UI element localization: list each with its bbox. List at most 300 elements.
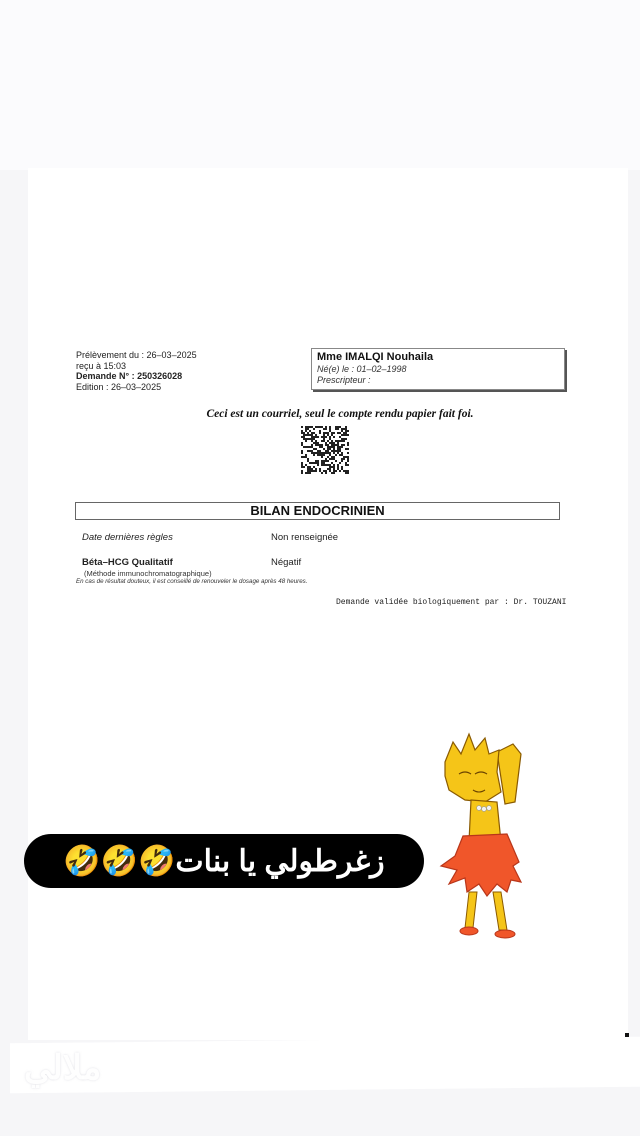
qr-module — [341, 454, 343, 456]
qr-module — [327, 446, 329, 448]
qr-module — [323, 452, 325, 454]
qr-module — [341, 446, 343, 448]
qr-module — [309, 466, 311, 468]
qr-module — [329, 470, 331, 472]
qr-module — [301, 464, 303, 466]
qr-module — [311, 438, 313, 440]
qr-module — [325, 428, 327, 430]
qr-module — [323, 464, 325, 466]
qr-module — [301, 472, 303, 474]
qr-module — [329, 464, 331, 466]
qr-module — [329, 454, 331, 456]
email-disclaimer: Ceci est un courriel, seul le compte rendu papier fait foi. — [206, 408, 474, 420]
qr-module — [309, 434, 311, 436]
qr-module — [321, 446, 323, 448]
qr-module — [347, 472, 349, 474]
qr-module — [331, 432, 333, 434]
qr-module — [309, 446, 311, 448]
qr-module — [311, 444, 313, 446]
qr-module — [319, 454, 321, 456]
qr-module — [321, 426, 323, 428]
qr-module — [341, 468, 343, 470]
qr-module — [317, 450, 319, 452]
qr-module — [341, 438, 343, 440]
qr-module — [335, 470, 337, 472]
qr-module — [317, 426, 319, 428]
qr-module — [327, 440, 329, 442]
qr-module — [327, 448, 329, 450]
qr-module — [301, 466, 303, 468]
qr-module — [331, 462, 333, 464]
qr-module — [305, 472, 307, 474]
document-page-bottom — [10, 1037, 640, 1094]
qr-module — [301, 450, 303, 452]
qr-module — [325, 472, 327, 474]
watermark-logo: ملالي — [24, 1049, 102, 1087]
qr-module — [301, 426, 303, 428]
qr-module — [305, 454, 307, 456]
lisa-simpson-sticker — [435, 732, 535, 942]
qr-module — [329, 430, 331, 432]
qr-module — [309, 430, 311, 432]
qr-module — [319, 444, 321, 446]
qr-module — [305, 426, 307, 428]
qr-module — [309, 468, 311, 470]
qr-module — [307, 432, 309, 434]
received-time: reçu à 15:03 — [76, 360, 127, 371]
qr-module — [321, 454, 323, 456]
qr-module — [347, 460, 349, 462]
qr-module — [311, 432, 313, 434]
qr-module — [309, 450, 311, 452]
qr-module — [309, 426, 311, 428]
qr-module — [309, 438, 311, 440]
qr-module — [347, 464, 349, 466]
qr-module — [307, 426, 309, 428]
qr-module — [317, 442, 319, 444]
qr-module — [305, 464, 307, 466]
qr-module — [307, 466, 309, 468]
qr-module — [331, 450, 333, 452]
qr-module — [319, 470, 321, 472]
qr-module — [305, 440, 307, 442]
request-number: Demande N° : 250326028 — [76, 371, 183, 381]
qr-module — [323, 440, 325, 442]
qr-module — [309, 462, 311, 464]
qr-module — [343, 428, 345, 430]
qr-module — [339, 426, 341, 428]
qr-module — [343, 458, 345, 460]
qr-module — [331, 434, 333, 436]
qr-module — [307, 468, 309, 470]
qr-module — [323, 454, 325, 456]
qr-module — [325, 450, 327, 452]
qr-module — [345, 438, 347, 440]
qr-module — [333, 442, 335, 444]
qr-module — [315, 460, 317, 462]
qr-module — [313, 452, 315, 454]
qr-module — [347, 430, 349, 432]
qr-module — [311, 434, 313, 436]
qr-module — [343, 438, 345, 440]
qr-module — [305, 438, 307, 440]
qr-module — [339, 440, 341, 442]
qr-module — [333, 472, 335, 474]
qr-module — [327, 452, 329, 454]
qr-module — [311, 446, 313, 448]
qr-module — [319, 450, 321, 452]
qr-module — [301, 432, 303, 434]
qr-module — [337, 464, 339, 466]
qr-module — [333, 432, 335, 434]
qr-module — [311, 450, 313, 452]
qr-module — [331, 458, 333, 460]
qr-module — [307, 446, 309, 448]
qr-module — [345, 472, 347, 474]
qr-module — [311, 452, 313, 454]
qr-module — [339, 436, 341, 438]
sampling-date: Prélèvement du : 26–03–2025 — [76, 350, 197, 360]
qr-module — [315, 436, 317, 438]
qr-module — [303, 466, 305, 468]
page-corner-mark — [625, 1033, 629, 1037]
patient-birthdate: Né(e) le : 01–02–1998 — [317, 364, 407, 374]
qr-module — [323, 428, 325, 430]
qr-module — [305, 446, 307, 448]
qr-module — [327, 444, 329, 446]
qr-module — [313, 462, 315, 464]
qr-module — [301, 462, 303, 464]
qr-module — [337, 444, 339, 446]
result-label-last-period: Date dernières règles — [82, 532, 173, 543]
qr-module — [347, 452, 349, 454]
qr-module — [345, 428, 347, 430]
qr-module — [321, 472, 323, 474]
qr-module — [321, 444, 323, 446]
qr-module — [333, 468, 335, 470]
qr-module — [321, 456, 323, 458]
qr-module — [315, 468, 317, 470]
qr-module — [307, 470, 309, 472]
qr-module — [307, 458, 309, 460]
qr-module — [323, 432, 325, 434]
qr-module — [339, 454, 341, 456]
qr-module — [337, 426, 339, 428]
qr-module — [335, 454, 337, 456]
qr-module — [345, 462, 347, 464]
qr-module — [331, 466, 333, 468]
qr-module — [325, 436, 327, 438]
qr-module — [343, 444, 345, 446]
qr-module — [331, 446, 333, 448]
qr-module — [305, 428, 307, 430]
qr-module — [347, 448, 349, 450]
qr-module — [303, 436, 305, 438]
qr-module — [335, 460, 337, 462]
qr-module — [335, 440, 337, 442]
qr-module — [343, 440, 345, 442]
qr-module — [325, 470, 327, 472]
qr-module — [337, 468, 339, 470]
qr-module — [345, 430, 347, 432]
qr-module — [333, 450, 335, 452]
qr-module — [333, 464, 335, 466]
qr-module — [323, 434, 325, 436]
qr-module — [335, 428, 337, 430]
qr-module — [311, 470, 313, 472]
qr-module — [331, 444, 333, 446]
qr-module — [341, 460, 343, 462]
validation-signature: Demande validée biologiquement par : Dr. TOUZANI — [336, 598, 567, 607]
qr-module — [303, 434, 305, 436]
qr-module — [341, 444, 343, 446]
qr-module — [333, 444, 335, 446]
qr-module — [315, 470, 317, 472]
qr-module — [321, 452, 323, 454]
qr-module — [333, 470, 335, 472]
qr-module — [309, 470, 311, 472]
qr-module — [331, 440, 333, 442]
qr-module — [317, 452, 319, 454]
qr-module — [327, 432, 329, 434]
qr-module — [327, 434, 329, 436]
qr-module — [341, 434, 343, 436]
qr-module — [343, 434, 345, 436]
qr-module — [327, 464, 329, 466]
qr-module — [345, 434, 347, 436]
qr-module — [329, 448, 331, 450]
qr-module — [329, 458, 331, 460]
qr-module — [319, 430, 321, 432]
qr-module — [327, 468, 329, 470]
qr-module — [315, 448, 317, 450]
qr-module — [333, 446, 335, 448]
qr-module — [301, 456, 303, 458]
qr-module — [329, 428, 331, 430]
qr-module — [325, 442, 327, 444]
qr-module — [347, 470, 349, 472]
qr-module — [325, 444, 327, 446]
qr-module — [315, 442, 317, 444]
section-title: BILAN ENDOCRINIEN — [75, 502, 560, 520]
qr-module — [321, 440, 323, 442]
qr-module — [301, 444, 303, 446]
qr-module — [343, 456, 345, 458]
qr-module — [307, 434, 309, 436]
qr-module — [329, 466, 331, 468]
qr-module — [315, 462, 317, 464]
qr-module — [317, 444, 319, 446]
qr-module — [333, 458, 335, 460]
result-value-bhcg: Négatif — [271, 557, 302, 568]
qr-module — [311, 468, 313, 470]
qr-module — [325, 458, 327, 460]
qr-module — [329, 436, 331, 438]
qr-module — [329, 438, 331, 440]
qr-module — [313, 448, 315, 450]
qr-module — [313, 428, 315, 430]
qr-module — [339, 470, 341, 472]
qr-module — [345, 426, 347, 428]
qr-module — [313, 438, 315, 440]
qr-module — [313, 466, 315, 468]
qr-module — [319, 452, 321, 454]
qr-module — [315, 434, 317, 436]
qr-module — [303, 446, 305, 448]
qr-module — [305, 430, 307, 432]
qr-module — [303, 432, 305, 434]
qr-module — [337, 432, 339, 434]
qr-module — [345, 464, 347, 466]
qr-module — [319, 426, 321, 428]
qr-module — [307, 450, 309, 452]
qr-module — [339, 462, 341, 464]
qr-module — [341, 440, 343, 442]
qr-module — [309, 472, 311, 474]
qr-module — [323, 462, 325, 464]
qr-module — [311, 426, 313, 428]
qr-module — [329, 426, 331, 428]
qr-module — [301, 430, 303, 432]
qr-module — [303, 456, 305, 458]
qr-module — [313, 442, 315, 444]
qr-module — [341, 466, 343, 468]
qr-module — [341, 428, 343, 430]
qr-module — [337, 428, 339, 430]
qr-module — [347, 442, 349, 444]
qr-module — [303, 438, 305, 440]
qr-module — [327, 460, 329, 462]
qr-module — [313, 470, 315, 472]
qr-module — [305, 456, 307, 458]
result-label-bhcg: Béta–HCG Qualitatif — [82, 557, 173, 568]
qr-module — [311, 440, 313, 442]
qr-module — [329, 452, 331, 454]
qr-module — [319, 446, 321, 448]
patient-box — [311, 348, 565, 390]
qr-module — [333, 436, 335, 438]
qr-module — [337, 466, 339, 468]
qr-module — [333, 452, 335, 454]
qr-module — [343, 470, 345, 472]
qr-module — [311, 462, 313, 464]
request-meta — [76, 350, 197, 392]
edition-date: Edition : 26–03–2025 — [76, 381, 162, 392]
qr-module — [307, 438, 309, 440]
qr-module — [347, 458, 349, 460]
qr-module — [337, 440, 339, 442]
qr-module — [327, 450, 329, 452]
qr-module — [347, 444, 349, 446]
qr-module — [307, 428, 309, 430]
qr-module — [327, 456, 329, 458]
qr-module — [345, 448, 347, 450]
qr-module — [329, 468, 331, 470]
qr-module — [345, 470, 347, 472]
qr-module — [311, 436, 313, 438]
qr-module — [317, 462, 319, 464]
qr-module — [315, 440, 317, 442]
qr-module — [307, 460, 309, 462]
qr-module — [321, 436, 323, 438]
qr-module — [323, 460, 325, 462]
qr-module — [339, 450, 341, 452]
qr-module — [315, 444, 317, 446]
qr-module — [325, 426, 327, 428]
qr-module — [323, 436, 325, 438]
qr-module — [337, 450, 339, 452]
qr-module — [315, 426, 317, 428]
qr-module — [321, 460, 323, 462]
qr-module — [333, 448, 335, 450]
qr-module — [343, 432, 345, 434]
qr-module — [347, 456, 349, 458]
story-caption: زغرطولي يا بنات🤣🤣🤣 — [24, 834, 424, 888]
qr-module — [325, 464, 327, 466]
qr-module — [317, 464, 319, 466]
result-value-last-period: Non renseignée — [271, 532, 339, 543]
qr-module — [323, 470, 325, 472]
qr-module — [331, 472, 333, 474]
qr-module — [301, 470, 303, 472]
qr-module — [313, 432, 315, 434]
qr-module — [337, 446, 339, 448]
qr-module — [331, 442, 333, 444]
qr-module — [321, 462, 323, 464]
qr-module — [333, 466, 335, 468]
qr-module — [301, 442, 303, 444]
qr-module — [341, 458, 343, 460]
qr-module — [341, 452, 343, 454]
qr-module — [337, 448, 339, 450]
qr-module — [345, 456, 347, 458]
qr-module — [313, 436, 315, 438]
qr-module — [319, 468, 321, 470]
qr-module — [305, 434, 307, 436]
qr-module — [339, 432, 341, 434]
qr-module — [313, 454, 315, 456]
qr-module — [307, 472, 309, 474]
qr-module — [323, 448, 325, 450]
qr-module — [315, 452, 317, 454]
qr-module — [339, 446, 341, 448]
qr-module — [339, 448, 341, 450]
qr-module — [329, 446, 331, 448]
qr-module — [337, 442, 339, 444]
qr-module — [301, 436, 303, 438]
qr-module — [329, 442, 331, 444]
qr-module — [301, 452, 303, 454]
test-method: (Méthode immunochromatographique) — [84, 569, 212, 578]
qr-module — [335, 426, 337, 428]
qr-module — [317, 454, 319, 456]
qr-module — [335, 444, 337, 446]
qr-module — [325, 452, 327, 454]
qr-module — [335, 450, 337, 452]
qr-module — [317, 460, 319, 462]
qr-module — [347, 434, 349, 436]
qr-module — [333, 456, 335, 458]
qr-module — [345, 432, 347, 434]
qr-module — [325, 432, 327, 434]
qr-module — [341, 430, 343, 432]
qr-code — [301, 426, 349, 474]
qr-module — [337, 452, 339, 454]
qr-module — [321, 464, 323, 466]
patient-name: Mme IMALQI Nouhaila — [317, 351, 434, 363]
prescriber: Prescripteur : — [317, 375, 371, 385]
qr-module — [323, 438, 325, 440]
